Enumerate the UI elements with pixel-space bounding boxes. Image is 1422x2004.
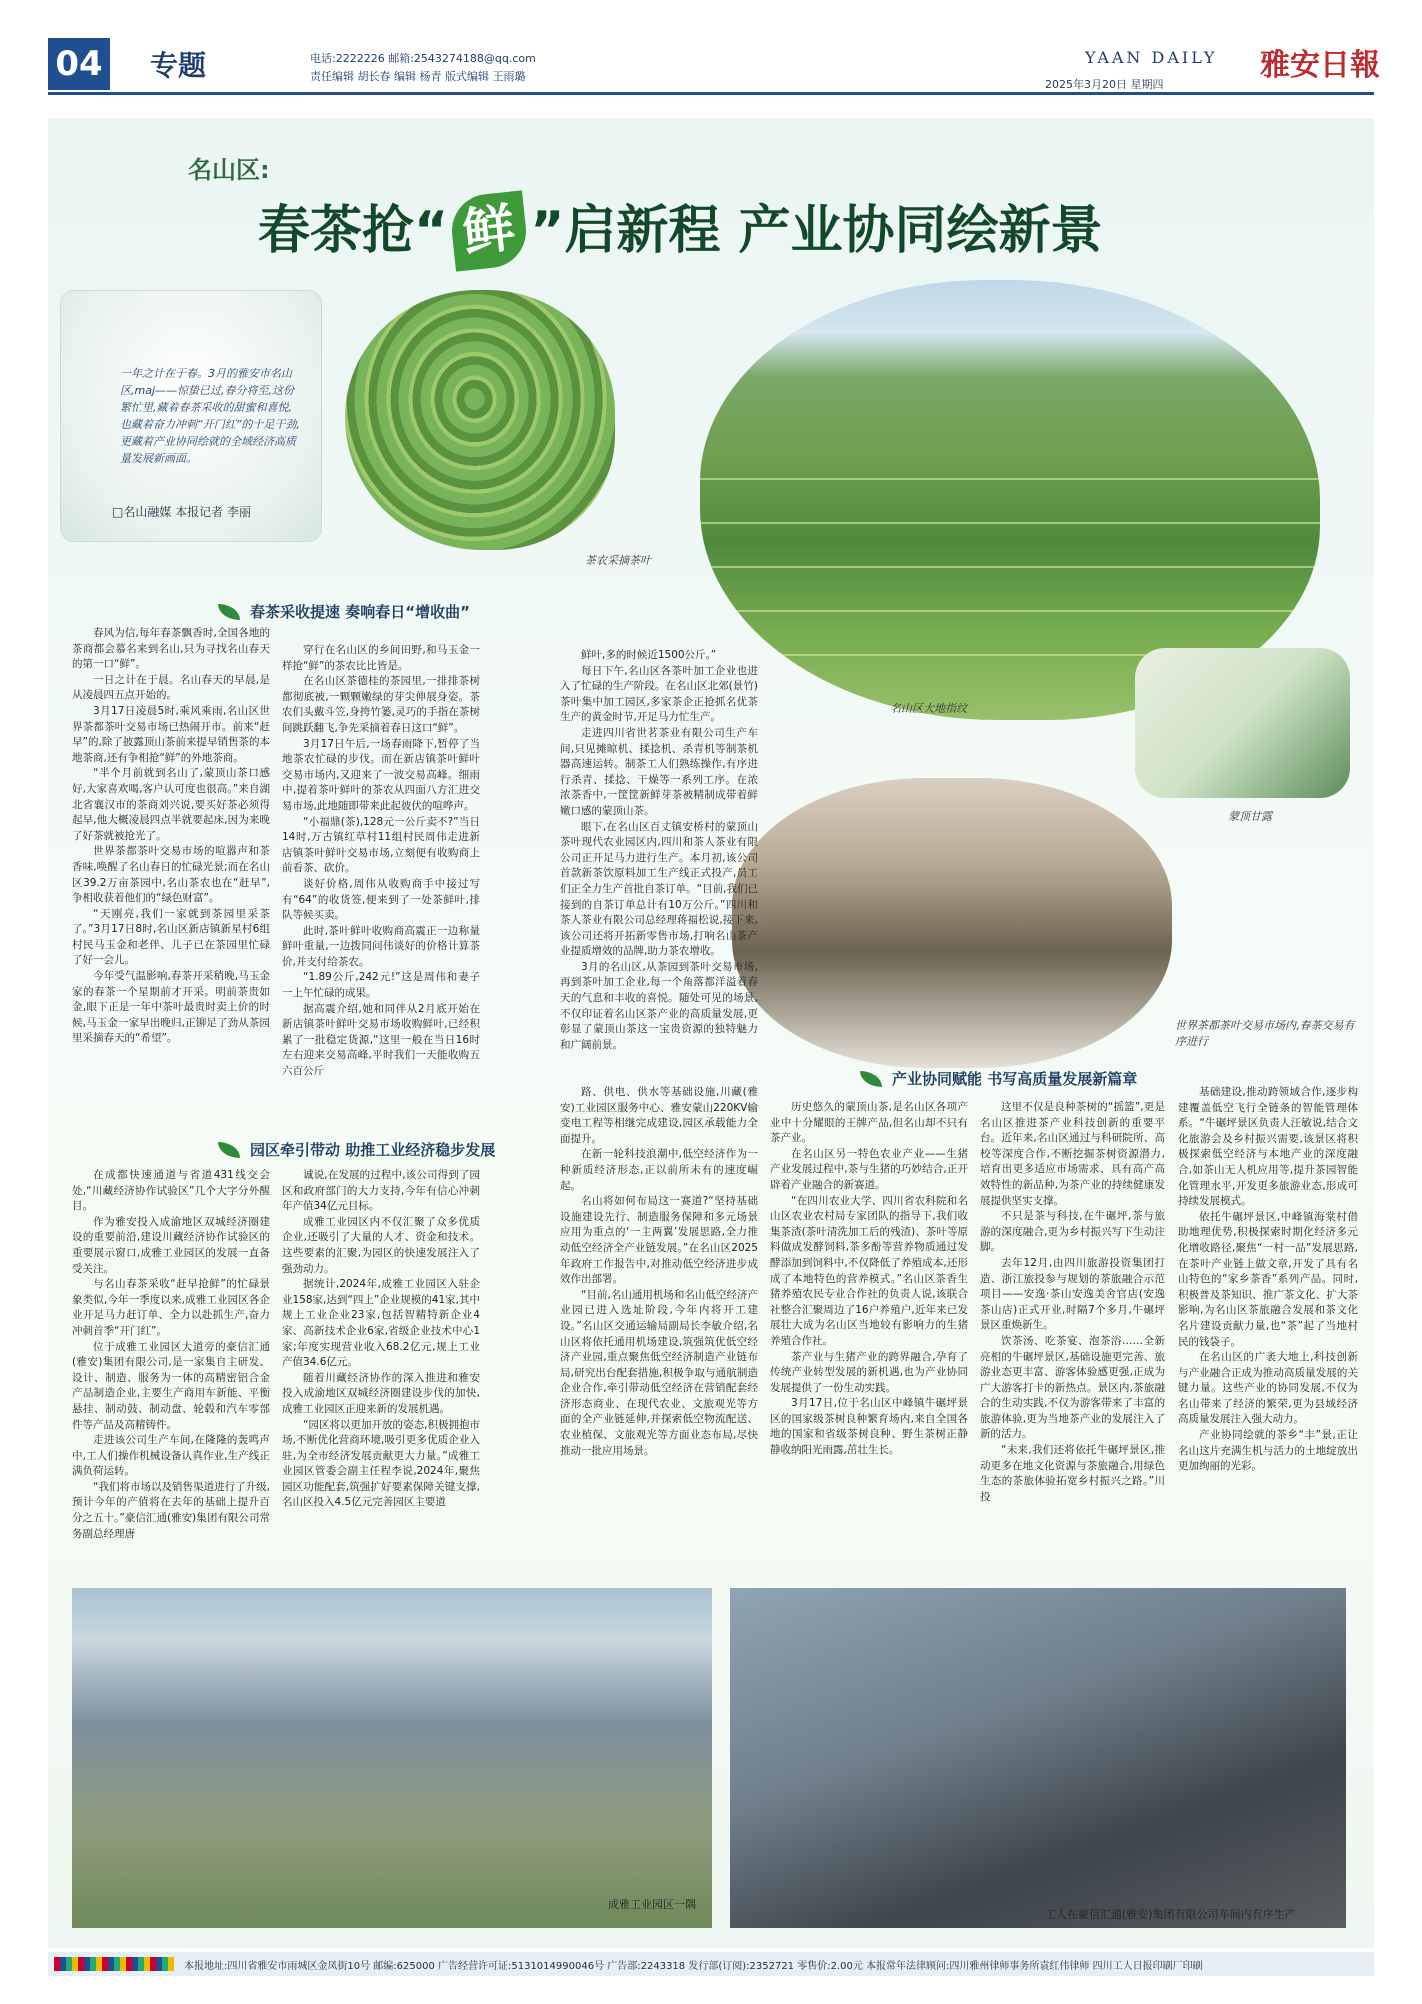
- page-number: 04: [48, 38, 110, 90]
- article-paragraph: 每日下午,名山区各茶叶加工企业也进入了忙碌的生产阶段。在名山区北郊(景竹)茶叶集中加工园区,多家茶企正抢抓名优茶生产的黄金时节,开足马力忙生产。: [560, 664, 758, 724]
- article-column-2: [282, 643, 480, 1126]
- article-paragraph: 眼下,在名山区百丈镇安桥村的蒙顶山茶叶现代农业园区内,四川和茶人茶业有限公司正开足马力进行生产。本月初,该公司首款新茶饮原料加工生产线正式投产,员工们正全力生产首批自茶订单。“目前,我们已接到的自茶订单总计有10万公斤。”四川和茶人茶业有限公司总经理蒋福松说,接下来,该公司还将开拓新零售市场,打响名山茶产业提质增效的品牌,助力茶农增收。: [560, 820, 758, 958]
- color-bar: [54, 1957, 174, 1971]
- headline: [258, 188, 1102, 268]
- article-column-4: [72, 1168, 270, 1578]
- paper-name-en: YAAN DAILY: [1085, 48, 1218, 67]
- article-paragraph: 位于成雅工业园区大道旁的豪信汇通(雅安)集团有限公司,是一家集自主研发、设计、制造、服务为一体的高精密铝合金产品制造企业,主要生产商用车新能、平衡悬挂、制动鼓、制动盘、轮毂和汽车零部件等产品及高精铸件。: [72, 1340, 270, 1431]
- caption-tea-hills: 名山区大地指纹: [890, 702, 967, 715]
- article-paragraph: 基础建设,推动跨领域合作,逐步构建覆盖低空飞行全链条的智能管理体系。“牛碾坪景区负责人汪敏说,结合文化旅游会及乡村振兴需要,该景区将积极探索低空经济与本地产业的深度融合,如茶山无人机应用等,提升茶园智能化管理水平,开发更多旅游业态,形成可持续发展模式。: [1178, 1086, 1358, 1208]
- article-column-5: [282, 1168, 480, 1578]
- issue-date: 2025年3月20日 星期四: [1045, 78, 1164, 91]
- article-paragraph: 春风为信,每年春茶飘香时,全国各地的茶商都会慕名来到名山,只为寻找名山春天的第一口“鲜”。: [72, 627, 270, 671]
- article-paragraph: 一日之计在于晨。名山春天的早晨,是从凌晨四五点开始的。: [72, 673, 270, 702]
- byline: □名山融媒 本报记者 李丽: [112, 505, 251, 519]
- section-head-text: 园区牵引带动 助推工业经济稳步发展: [250, 1141, 496, 1159]
- headline-leaf-char: 鲜: [449, 190, 530, 271]
- article-paragraph: 产业协同绘就的茶乡“丰”景,正让名山这片充满生机与活力的土地绽放出更加绚丽的光彩。: [1178, 1429, 1358, 1473]
- leaf-icon: [218, 1142, 240, 1158]
- article-paragraph: 去年12月,由四川旅游投资集团打造、浙江旅投参与规划的茶旅融合示范项目——安逸·茶山安逸美舍官店(安逸茶山店)正式开业,时隔7个多月,牛碾坪景区重焕新生。: [980, 1256, 1165, 1332]
- article-paragraph: “园区将以更加开放的姿态,积极拥抱市场,不断优化营商环境,吸引更多优质企业入驻,为全市经济发展贡献更大力量。”成雅工业园区管委会副主任程李说,2024年,聚焦园区功能配套,筑强扩好要素保障关键支撑,名山区投入4.5亿元完善园区主要道: [282, 1418, 480, 1509]
- photo-factory-workshop: [730, 1588, 1346, 1928]
- article-paragraph: “我们将市场以及销售渠道进行了升级,预计今年的产值将在去年的基础上提升百分之五十。”豪信汇通(雅安)集团有限公司常务副总经理唐: [72, 1480, 270, 1540]
- article-paragraph: 在新一轮科技浪潮中,低空经济作为一种新质经济形态,正以前所未有的速度崛起。: [560, 1148, 758, 1192]
- article-paragraph: 与名山春茶采收“赶早抢鲜”的忙碌景象类似,今年一季度以来,成雅工业园区各企业开足马力赶订单、全力以赴抓生产,奋力冲刺首季“开门红”。: [72, 1278, 270, 1337]
- article-paragraph: 在名山区另一特色农业产业——生猪产业发展过程中,茶与生猪的巧妙结合,正开辟着产业融合的新赛道。: [770, 1147, 968, 1191]
- photo-tea-market: [732, 778, 1172, 1068]
- caption-tea-products: 蒙顶甘露: [1228, 810, 1272, 823]
- footer-text: 本报地址:四川省雅安市雨城区金凤街10号 邮编:625000 广告经营许可证:5131014990046号 广告部:2243318 发行部(订阅):2352721 零售价:2.00元 本报常年法律顾问:四川雅州律师事务所袁红伟律师 四川工人日报印刷厂印刷: [184, 1960, 1203, 1972]
- article-paragraph: 在成都快速通道与省道431线交会处,“川藏经济协作试验区”几个大字分外醒目。: [72, 1169, 270, 1213]
- section-head-tea-harvest: [218, 601, 470, 622]
- caption-tea-picking: 茶农采摘茶叶: [585, 554, 651, 567]
- article-paragraph: 穿行在名山区的乡间田野,和马玉金一样抢“鲜”的茶农比比皆是。: [282, 644, 480, 672]
- article-paragraph: 今年受气温影响,春茶开采稍晚,马玉金家的春茶一个星期前才开采。明前茶贵如金,眼下正是一年中茶叶最贵时卖上价的时候,马玉金一家早出晚归,正铆足了劲从茶园里采摘春天的“希望”。: [72, 970, 270, 1045]
- headline-post: ”启新程 产业协同绘新景: [530, 201, 1103, 261]
- article-paragraph: 走进四川省世茗茶业有限公司生产车间,只见摊晾机、揉捻机、杀青机等制茶机器高速运转。制茶工人们熟练操作,有序进行杀青、揉捻、干燥等一系列工序。在浓浓茶香中,一筐筐新鲜芽茶被精制成带着鲜嫩口感的蒙顶山茶。: [560, 726, 758, 817]
- article-paragraph: 在名山区茶德桂的茶园里,一排排茶树都彻底被,一颗颗嫩绿的芽尖伸展身姿。茶农们头戴斗笠,身挎竹篓,灵巧的手指在茶树间跳跃翻飞,争先采摘着春日这口“鲜”。: [282, 675, 480, 734]
- article-paragraph: 不只是茶与科技,在牛碾坪,茶与旅游的深度融合,更为乡村振兴写下生动注脚。: [980, 1210, 1165, 1254]
- article-column-7: [770, 1100, 968, 1578]
- article-paragraph: 路、供电、供水等基础设施,川藏(雅安)工业园区服务中心、雅安蒙山220KV输变电工程等相继完成建设,园区承载能力全面提升。: [560, 1086, 758, 1145]
- headline-kicker: 名山区:: [188, 156, 270, 184]
- caption-industrial-park: 成雅工业园区一隅: [608, 1898, 696, 1911]
- caption-tea-market: 世界茶都茶叶交易市场内,春茶交易有序进行: [1175, 1019, 1355, 1048]
- article-paragraph: 此时,茶叶鲜叶收购商高震正一边称量鲜叶重量,一边拨同问伟谈好的价格计算茶价,并支付给茶农。: [282, 924, 480, 968]
- article-paragraph: 这里不仅是良种茶树的“摇篮”,更是名山区推进茶产业科技创新的重要平台。近年来,名山区通过与科研院所、高校等深度合作,不断挖掘茶树资源潜力,培育出更多适应市场需求、具有高产高效特性的新品种,为茶产业的持续健康发展提供坚实支撑。: [980, 1101, 1165, 1207]
- article-paragraph: 依托牛碾坪景区,中峰镇海棠村借助地理优势,积极探索时期化经济多元化增收路径,聚焦“一村一品”发展思路,在茶叶产业链上做文章,开发了具有名山特色的“家乡茶香”系列产品。同时,积极普及茶知识、推广茶文化、扩大茶影响,为名山区茶旅融合发展和茶文化名片建设贡献力量,也“茶”起了当地村民的钱袋子。: [1178, 1210, 1358, 1348]
- article-paragraph: 谈好价格,周伟从收购商手中接过写有“64”的收货签,便来到了一处茶鲜叶,排队等候买卖。: [282, 877, 480, 922]
- article-column-6: [560, 1085, 758, 1578]
- article-paragraph: “1.89公斤,242元!”这是周伟和妻子一上午忙碌的成果。: [282, 971, 480, 1000]
- leaf-icon: [860, 1071, 882, 1087]
- article-paragraph: 作为雅安投入成渝地区双城经济圈建设的重要前沿,建设川藏经济协作试验区的重要展示窗口,成雅工业园区的发展一直备受关注。: [72, 1215, 270, 1275]
- article-paragraph: 饮茶汤、吃茶宴、泡茶浴……全新亮相的牛碾坪景区,基础设施更完善、旅游业态更丰富、游客体验感更强,正成为广大游客打卡的新热点。景区内,茶旅融合的生动实践,不仅为游客带来了丰富的旅游体验,更为当地茶产业的发展注入了新的活力。: [980, 1334, 1165, 1441]
- article-paragraph: 3月的名山区,从茶园到茶叶交易市场,再到茶叶加工企业,每一个角落都洋溢着春天的气息和丰收的喜悦。随处可见的场景,不仅印证着名山区茶产业的高质量发展,更彰显了蒙顶山茶这一宝贵资源的独特魅力和广阔前景。: [560, 960, 758, 1051]
- article-paragraph: 成雅工业园区内不仅汇聚了众多优质企业,还吸引了大量的人才、资金和技术。这些要素的汇聚,为园区的快速发展注入了强劲动力。: [282, 1215, 480, 1275]
- article-paragraph: 历史悠久的蒙顶山茶,是名山区各项产业中十分耀眼的王牌产品,但名山却不只有茶产业。: [770, 1101, 968, 1145]
- header-rule: [48, 92, 1374, 95]
- article-paragraph: 鲜叶,多的时候近1500公斤。”: [581, 649, 717, 661]
- article-paragraph: 诚说,在发展的过程中,该公司得到了园区和政府部门的大力支持,今年有信心冲刺年产值34亿元目标。: [282, 1169, 480, 1213]
- section-title: 专题: [150, 49, 207, 82]
- article-column-1: [72, 626, 270, 1126]
- article-paragraph: 随着川藏经济协作的深入推进和雅安投入成渝地区双城经济圈建设步伐的加快,成雅工业园区正迎来新的发展机遇。: [282, 1371, 480, 1415]
- article-paragraph: 茶产业与生猪产业的跨界融合,孕育了传统产业转型发展的新机遇,也为产业协同发展提供了一份生动实践。: [770, 1350, 968, 1394]
- article-paragraph: “半个月前就到名山了,蒙顶山茶口感好,大家喜欢喝,客户认可度也很高。”来自湖北省襄汉市的茶商刘兴说,要买好茶必须得起早,他大概凌晨四点半就要起床,因为来晚了好茶就被抢光了。: [72, 767, 270, 842]
- section-head-text: 春茶采收提速 奏响春日“增收曲”: [250, 603, 470, 621]
- article-column-9: [1178, 1085, 1358, 1578]
- photo-tea-products: [1135, 648, 1350, 798]
- leaf-icon: [218, 604, 240, 620]
- article-column-3: [560, 648, 758, 1126]
- article-paragraph: “天刚亮,我们一家就到茶园里采茶了。”3月17日8时,名山区新店镇新星村6组村民马玉金和老伴、儿子已在茶园里忙碌了好一会儿。: [72, 907, 270, 967]
- photo-tea-picking: [345, 290, 615, 550]
- article-paragraph: 在名山区的广袤大地上,科技创新与产业融合正成为推动高质量发展的关键力量。这些产业的协同发展,不仅为名山带来了经济的繁荣,更为县域经济高质量发展注入强大动力。: [1178, 1351, 1358, 1426]
- headline-pre: 春茶抢“: [258, 201, 449, 261]
- article-paragraph: 3月17日凌晨5时,乘风乘雨,名山区世界茶都茶叶交易市场已热闹开市。前来“赶早”的,除了披露顶山茶前来提早销售茶的本地茶商,还有争相抢“鲜”的外地茶商。: [72, 704, 270, 764]
- article-paragraph: 据统计,2024年,成雅工业园区入驻企业158家,达到“四上”企业规模的41家,其中规上工业企业23家,包括智精特新企业4家、高新技术企业6家,省级企业技术中心1家;年度实现营业收入68.2亿元,规上工业产值34.6亿元。: [282, 1278, 480, 1369]
- caption-factory-workshop: 工人在豪信汇通(雅安)集团有限公司车间内有序生产: [1045, 1908, 1296, 1921]
- paper-logo: 雅安日報: [1260, 48, 1380, 83]
- article-paragraph: “未来,我们还将依托牛碾坪景区,推动更多在地文化资源与茶旅融合,用绿色生态的茶旅体验拓宽乡村振兴之路。”川投: [980, 1444, 1165, 1503]
- article-paragraph: 走进该公司生产车间,在隆隆的轰鸣声中,工人们操作机械设备认真作业,生产线正满负荷运转。: [72, 1434, 270, 1478]
- section-head-text: 产业协同赋能 书写高质量发展新篇章: [892, 1070, 1138, 1088]
- intro-text: 一年之计在于春。3月的雅安市名山区,maj——惊蛰已过,春分将至,这份繁忙里,藏着春茶采收的甜蜜和喜悦,也藏着奋力冲刺“开门红”的十足干劲,更藏着产业协同绘就的全域经济高质量发展新画面。: [120, 367, 300, 465]
- footer: [48, 1952, 1374, 1976]
- article-paragraph: 名山将如何布局这一赛道?“坚持基础设施建设先行、制造服务保障和多元场景应用为重点的‘一主两翼’发展思路,全力推动低空经济全产业链发展。”在名山区2025年政府工作报告中,对推动低空经济进步成效作出部署。: [560, 1195, 758, 1286]
- photo-industrial-park: [72, 1588, 712, 1928]
- section-head-industry-synergy: [860, 1068, 1137, 1089]
- contact-info: 电话:2222226 邮箱:2543274188@qq.com: [310, 52, 536, 65]
- section-head-industrial-park: [218, 1139, 495, 1160]
- article-paragraph: 世界茶都茶叶交易市场的喧嚣声和茶香味,唤醒了名山春日的忙碌光景;而在名山区39.2万亩茶园中,名山茶农也在“赶早”,争相收获着他们的“绿色财富”。: [72, 845, 270, 905]
- article-paragraph: 3月17日,位于名山区中峰镇牛碾坪景区的国家级茶树良种繁育场内,来自全国各地的国家和省级茶树良种、野生茶树正静静收纳阳光雨露,茁壮生长。: [770, 1397, 968, 1457]
- article-paragraph: “在四川农业大学、四川省农科院和名山区农业农村局专家团队的指导下,我们收集茶渣(茶叶清洗加工后的残渣)、茶叶等原料做成发酵饲料,茶多酚等营养物质通过发酵添加到饲料中,不仅降低了养殖成本,还形成了本地特色的营养模式。”名山区茶香生猪养殖农民专业合作社的负责人说,该联合社整合汇聚周边了16户养殖户,近年来已发展壮大成为名山区当地较有影响力的生猪养殖合作社。: [770, 1194, 968, 1347]
- article-paragraph: 据高震介绍,她和同伴从2月底开始在新店镇茶叶鲜叶交易市场收购鲜叶,已经积累了一批稳定货源,“这里一般在当日16时左右迎来交易高峰,平时我们一天能收购五六百公斤: [282, 1002, 480, 1078]
- article-paragraph: “目前,名山通用机场和名山低空经济产业园已进入选址阶段,今年内将开工建设。”名山区交通运输局副局长李敏介绍,名山区将依托通用机场建设,筑强筑优低空经济产业园,重点聚焦低空经济制造产业链布局,研究出台配套措施,积极争取与通航制造企业合作,牵引带动低空经济在营销配套经济形态商业、在现代农业、文旅观光等方面的全产业链延伸,并探索低空物流配送、农业植保、文旅观光等方面业态布局,尽快推动一批应用场景。: [560, 1288, 758, 1457]
- article-column-8: [980, 1100, 1165, 1578]
- article-paragraph: 3月17日午后,一场春雨降下,暂停了当地茶农忙碌的步伐。而在新店镇茶叶鲜叶交易市场内,又迎来了一波交易高峰。细雨中,提着茶叶鲜叶的茶农从四面八方汇进交易市场,此地随即带来此起彼伏的喧哗声。: [282, 737, 480, 812]
- editor-credits: 责任编辑 胡长春 编辑 杨青 版式编辑 王雨璐: [310, 70, 526, 83]
- article-paragraph: “小福鼎(茶),128元一公斤卖不?”当日14时,万古镇红草村11组村民周伟走进新店镇茶叶鲜叶交易市场,立刻便有收购商上前看茶、砍价。: [282, 815, 480, 875]
